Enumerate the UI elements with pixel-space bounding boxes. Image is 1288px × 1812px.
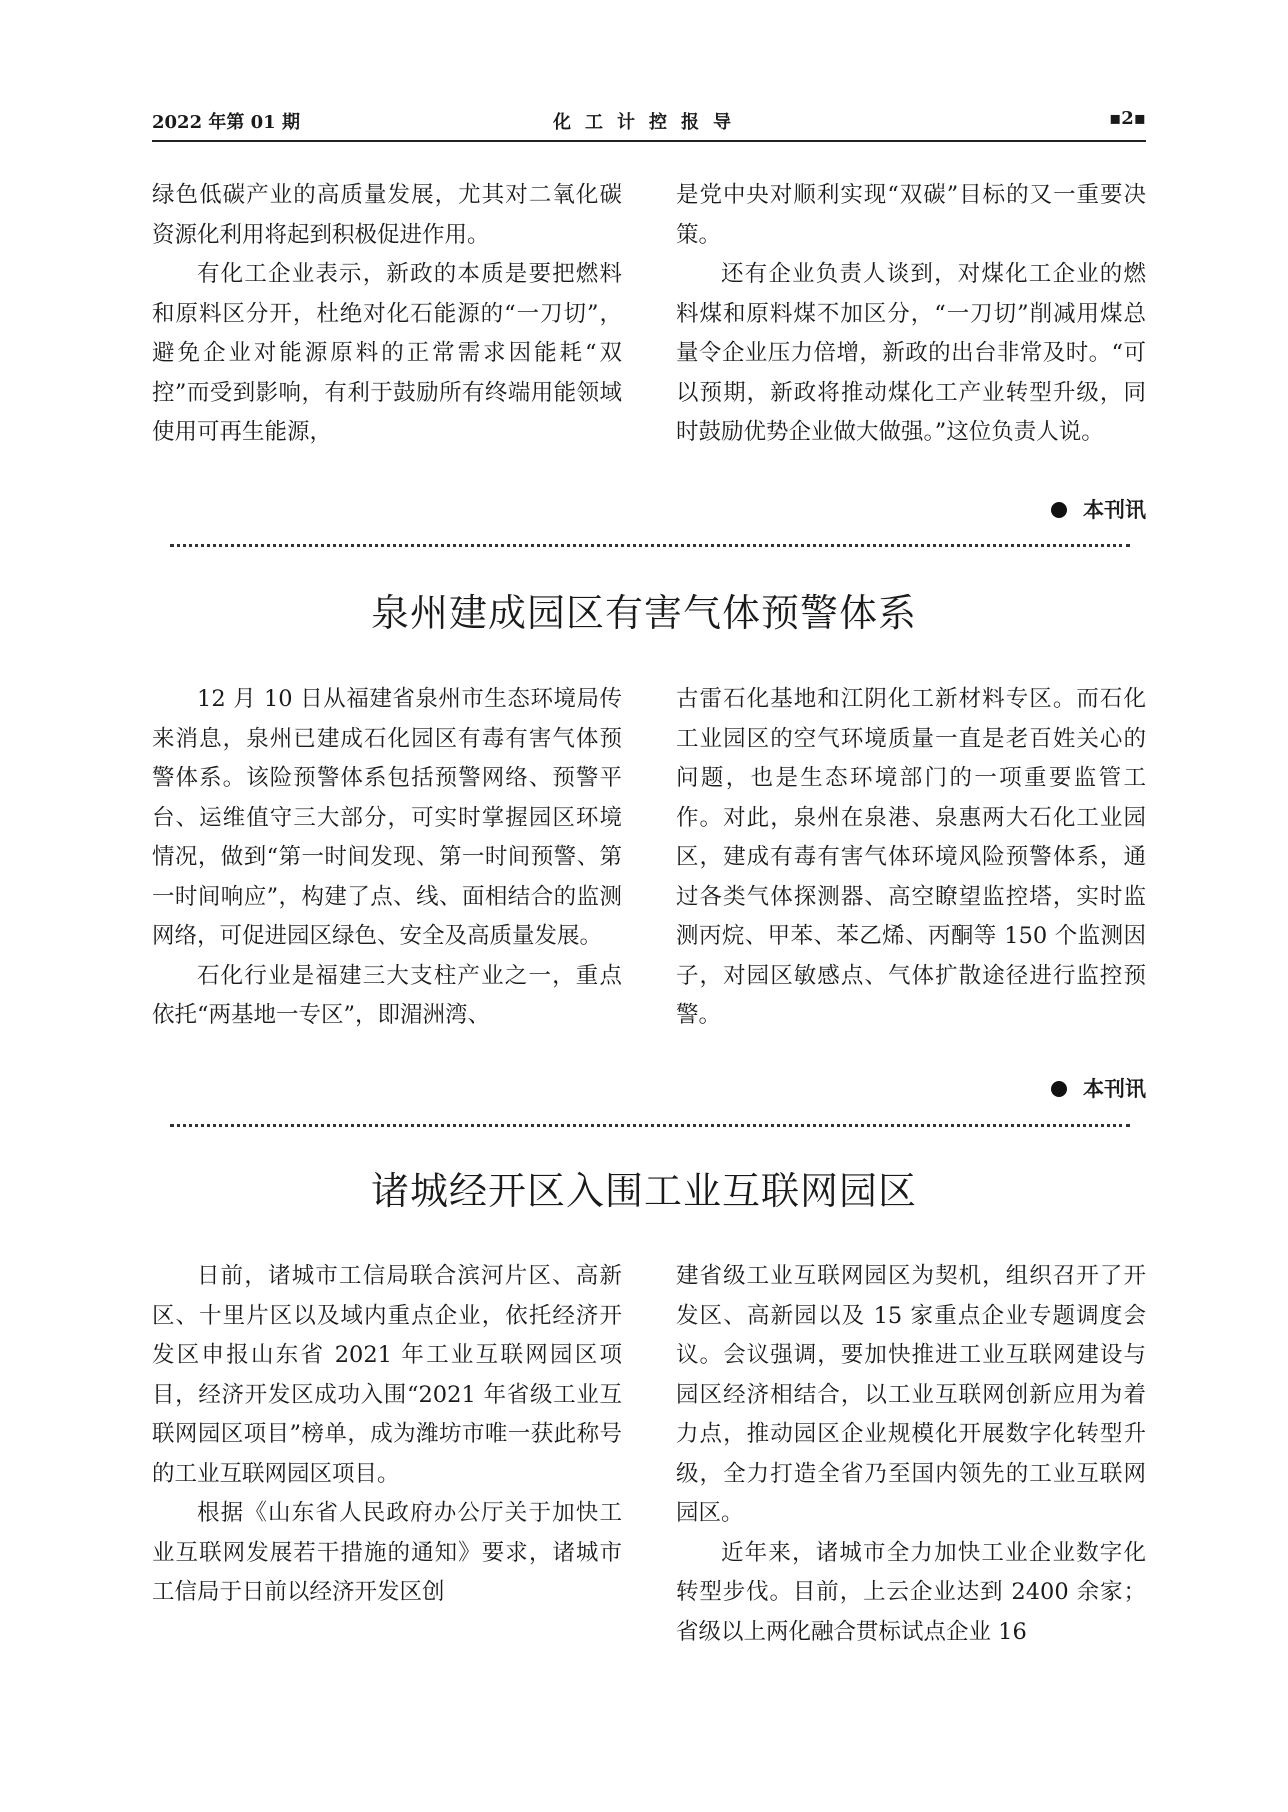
bullet-icon bbox=[1051, 1081, 1067, 1097]
paragraph: 石化行业是福建三大支柱产业之一，重点依托“两基地一专区”，即湄洲湾、 bbox=[152, 962, 622, 1028]
page-number: ▪2▪ bbox=[1109, 108, 1146, 129]
article1-left-column bbox=[152, 176, 622, 453]
paragraph: 根据《山东省人民政府办公厅关于加快工业互联网发展若干措施的通知》要求，诸城市工信局于日前以经济开发区创 bbox=[152, 1500, 622, 1605]
paragraph: 古雷石化基地和江阴化工新材料专区。而石化工业园区的空气环境质量一直是老百姓关心的问题，也是生态环境部门的一项重要监管工作。对此，泉州在泉港、泉惠两大石化工业园区，建成有毒有害气体环境风险预警体系，通过各类气体探测器、高空瞭望监控塔，实时监测丙烷、甲苯、苯乙烯、丙酮等 150 个监测因子，对园区敏感点、气体扩散途径进行监控预警。 bbox=[676, 686, 1146, 1028]
article1-right-column bbox=[676, 176, 1146, 453]
bullet-icon bbox=[1051, 502, 1067, 518]
journal-title: 化工计控报导 bbox=[553, 112, 745, 133]
article2-right-column bbox=[676, 680, 1146, 1036]
article3-title: 诸城经开区入围工业互联网园区 bbox=[370, 1169, 917, 1213]
paragraph: 有化工企业表示，新政的本质是要把燃料和原料区分开，杜绝对化石能源的“一刀切”，避免企业对能源原料的正常需求因能耗“双控”而受到影响，有利于鼓励所有终端用能领域使用可再生能源， bbox=[152, 261, 622, 445]
paragraph: 是党中央对顺利实现“双碳”目标的又一重要决策。 bbox=[676, 182, 1146, 248]
article3-left-column bbox=[152, 1257, 622, 1613]
paragraph: 近年来，诸城市全力加快工业企业数字化转型步伐。目前，上云企业达到 2400 余家；省级以上两化融合贯标试点企业 16 bbox=[676, 1539, 1146, 1645]
paragraph: 12 月 10 日从福建省泉州市生态环境局传来消息，泉州已建成石化园区有毒有害气体预警体系。该险预警体系包括预警网络、预警平台、运维值守三大部分，可实时掌握园区环境情况，做到“第一时间发现、第一时间预警、第一时间响应”，构建了点、线、面相结合的监测网络，可促进园区绿色、安全及高质量发展。 bbox=[152, 686, 622, 949]
signature-label: 本刊讯 bbox=[1083, 498, 1146, 522]
article1-signature bbox=[1051, 494, 1146, 524]
article2-left-column bbox=[152, 680, 622, 1036]
paragraph: 绿色低碳产业的高质量发展，尤其对二氧化碳资源化利用将起到积极促进作用。 bbox=[152, 182, 622, 248]
article2-title: 泉州建成园区有害气体预警体系 bbox=[370, 591, 917, 635]
paragraph: 建省级工业互联网园区为契机，组织召开了开发区、高新园以及 15 家重点企业专题调度会议。会议强调，要加快推进工业互联网建设与园区经济相结合，以工业互联网创新应用为着力点，推动园区企业规模化开展数字化转型升级，全力打造全省乃至国内领先的工业互联网园区。 bbox=[676, 1263, 1146, 1526]
article2-signature bbox=[1051, 1073, 1146, 1103]
dotted-divider bbox=[170, 544, 1130, 547]
paragraph: 日前，诸城市工信局联合滨河片区、高新区、十里片区以及域内重点企业，依托经济开发区申报山东省 2021 年工业互联网园区项目，经济开发区成功入围“2021 年省级工业互联网园区项目”榜单，成为潍坊市唯一获此称号的工业互联网园区项目。 bbox=[152, 1263, 622, 1487]
page-header bbox=[152, 104, 1146, 142]
paragraph: 还有企业负责人谈到，对煤化工企业的燃料煤和原料煤不加区分，“一刀切”削减用煤总量令企业压力倍增，新政的出台非常及时。“可以预期，新政将推动煤化工产业转型升级，同时鼓励优势企业做大做强。”这位负责人说。 bbox=[676, 261, 1146, 445]
article3-right-column bbox=[676, 1257, 1146, 1652]
signature-label: 本刊讯 bbox=[1083, 1077, 1146, 1101]
dotted-divider bbox=[170, 1124, 1130, 1127]
issue-label: 2022 年第 01 期 bbox=[152, 112, 300, 133]
